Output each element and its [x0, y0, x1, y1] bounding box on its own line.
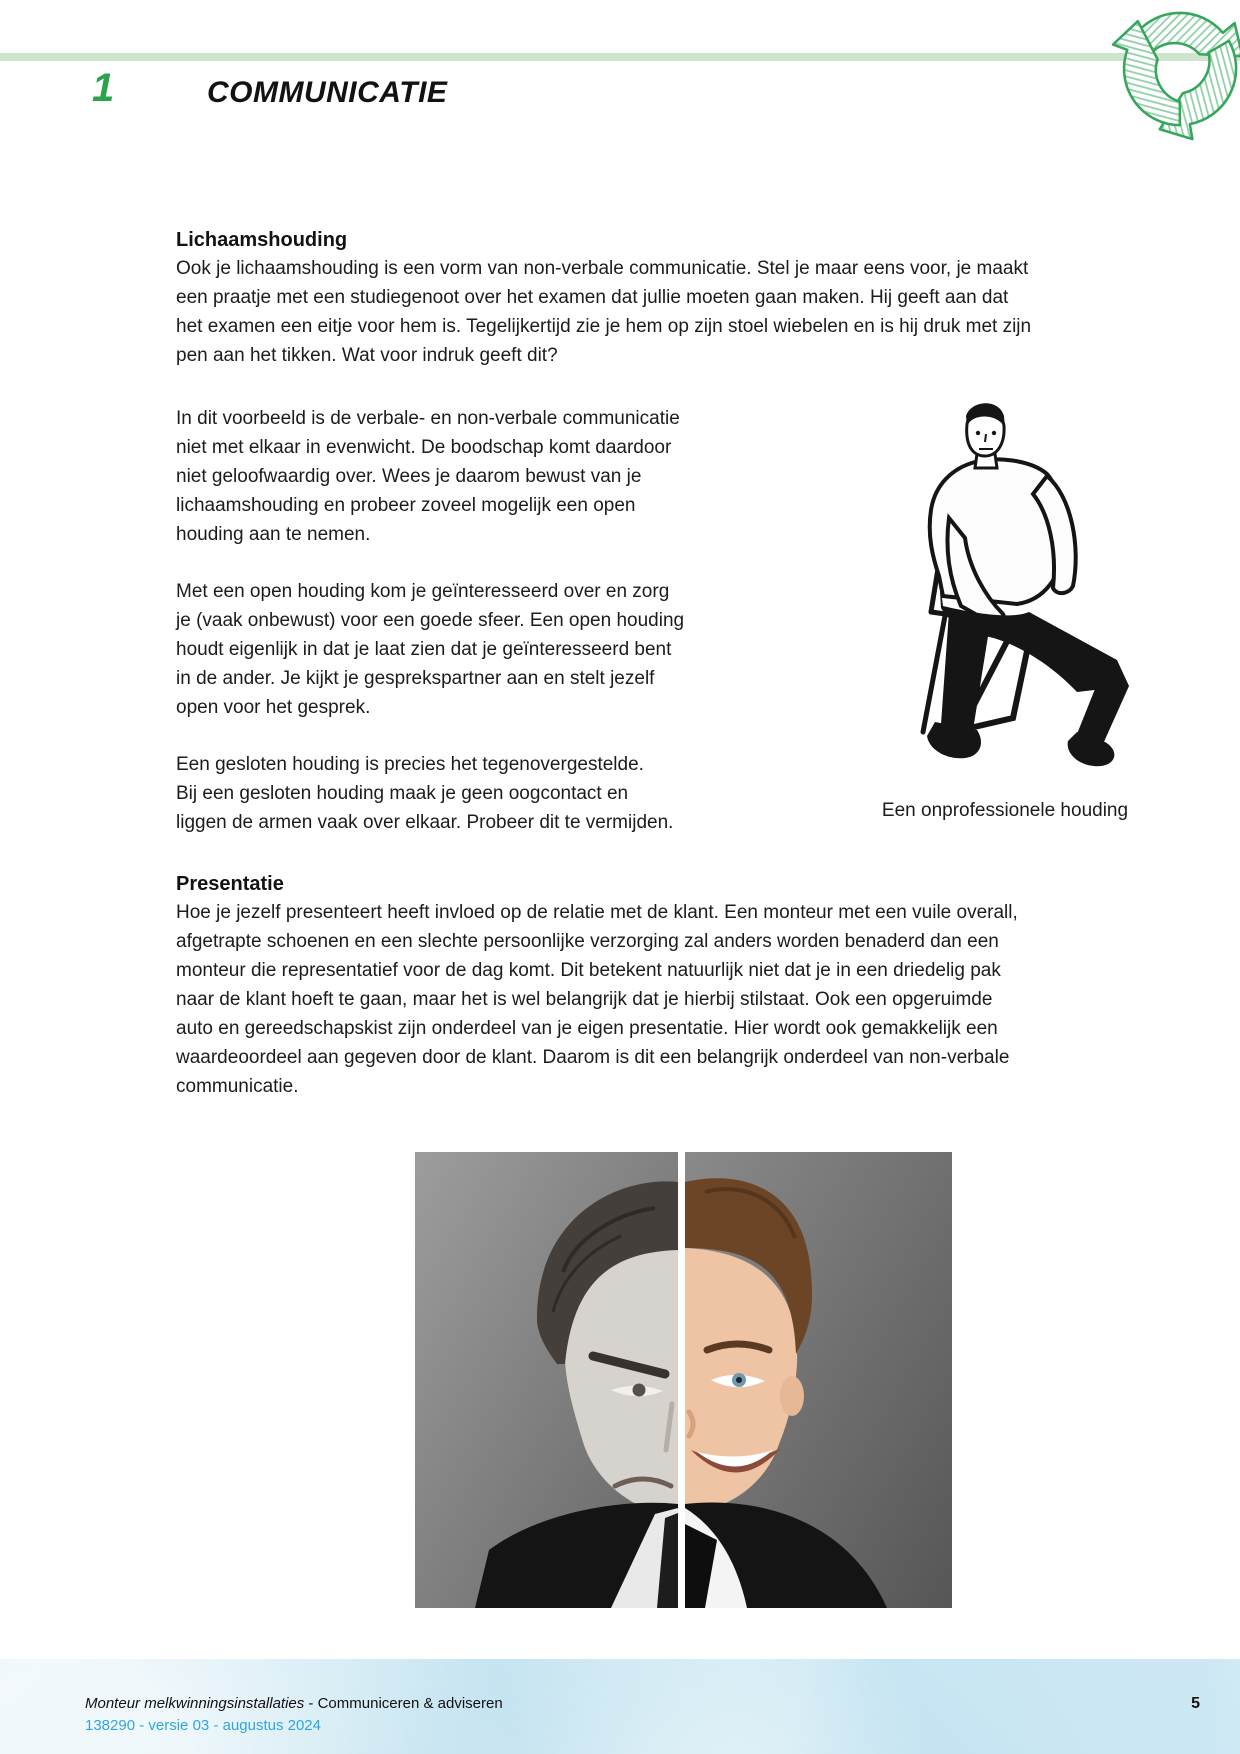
- paragraph-presentatie-1: Hoe je jezelf presenteert heeft invloed op de relatie met de klant. Een monteur met een vuile overall, afgetrapte schoenen en een slechte persoonlijke verzorging zal anders worden benaderd dan een monteur die representatief voor de dag komt. Dit betekent natuurlijk niet dat je in een driedelig pak naar de klant hoeft te gaan, maar het is wel belangrijk dat je hierbij stilstaat. Ook een opgeruimde auto en gereedschapskist zijn onderdeel van je eigen presentatie. Hier wordt ook gemakkelijk een waardeoordeel aan gegeven door de klant. Daarom is dit een belangrijk onderdeel van non-verbale communicatie.: [176, 902, 1018, 1097]
- photo-divider: [678, 1152, 685, 1608]
- header-green-bar: [0, 53, 1240, 61]
- recycle-icon: [1082, 0, 1240, 142]
- footer-title-italic: Monteur melkwinningsinstallaties: [85, 1695, 305, 1712]
- footer-version-line: 138290 - versie 03 - augustus 2024: [85, 1717, 321, 1734]
- heading-presentatie: Presentatie: [176, 873, 284, 895]
- posture-figure-caption: Een onprofessionele houding: [881, 800, 1129, 821]
- page-title: COMMUNICATIE: [207, 76, 448, 109]
- page-number: 5: [1191, 1695, 1200, 1712]
- heading-lichaamshouding: Lichaamshouding: [176, 229, 348, 251]
- unprofessional-posture-illustration: [865, 398, 1145, 778]
- paragraph-lichaamshouding-1: Ook je lichaamshouding is een vorm van non-verbale communicatie. Stel je maar eens voor, je maakt een praatje met een studiegenoot over het examen dat jullie moeten gaan maken. Hij geeft aan dat het examen een eitje voor hem is. Tegelijkertijd zie je hem op zijn stoel wiebelen en is hij druk met zijn pen aan het tikken. Wat voor indruk geeft dit?: [176, 258, 1032, 366]
- footer-title-rest: - Communiceren & adviseren: [304, 1695, 503, 1712]
- paragraph-lichaamshouding-2: In dit voorbeeld is de verbale- en non-verbale communicatie niet met elkaar in evenwicht. De boodschap komt daardoor niet geloofwaardig over. Wees je daarom bewust van je lichaamshouding en probeer zoveel mogelijk een open houding aan te nemen.: [176, 408, 680, 545]
- footer-document-title: [85, 1695, 503, 1712]
- paragraph-lichaamshouding-4: Een gesloten houding is precies het tegenovergestelde. Bij een gesloten houding maak je geen oogcontact en liggen de armen vaak over elkaar. Probeer dit te vermijden.: [176, 754, 674, 833]
- chapter-number: 1: [92, 66, 115, 110]
- paragraph-lichaamshouding-3: Met een open houding kom je geïnteresseerd over en zorg je (vaak onbewust) voor een goede sfeer. Een open houding houdt eigenlijk in dat je laat zien dat je geïnteresseerd bent in de ander. Je kijkt je gesprekspartner aan en stelt jezelf open voor het gesprek.: [176, 581, 685, 718]
- split-face-photo: [415, 1151, 952, 1609]
- footer: [0, 1659, 1240, 1754]
